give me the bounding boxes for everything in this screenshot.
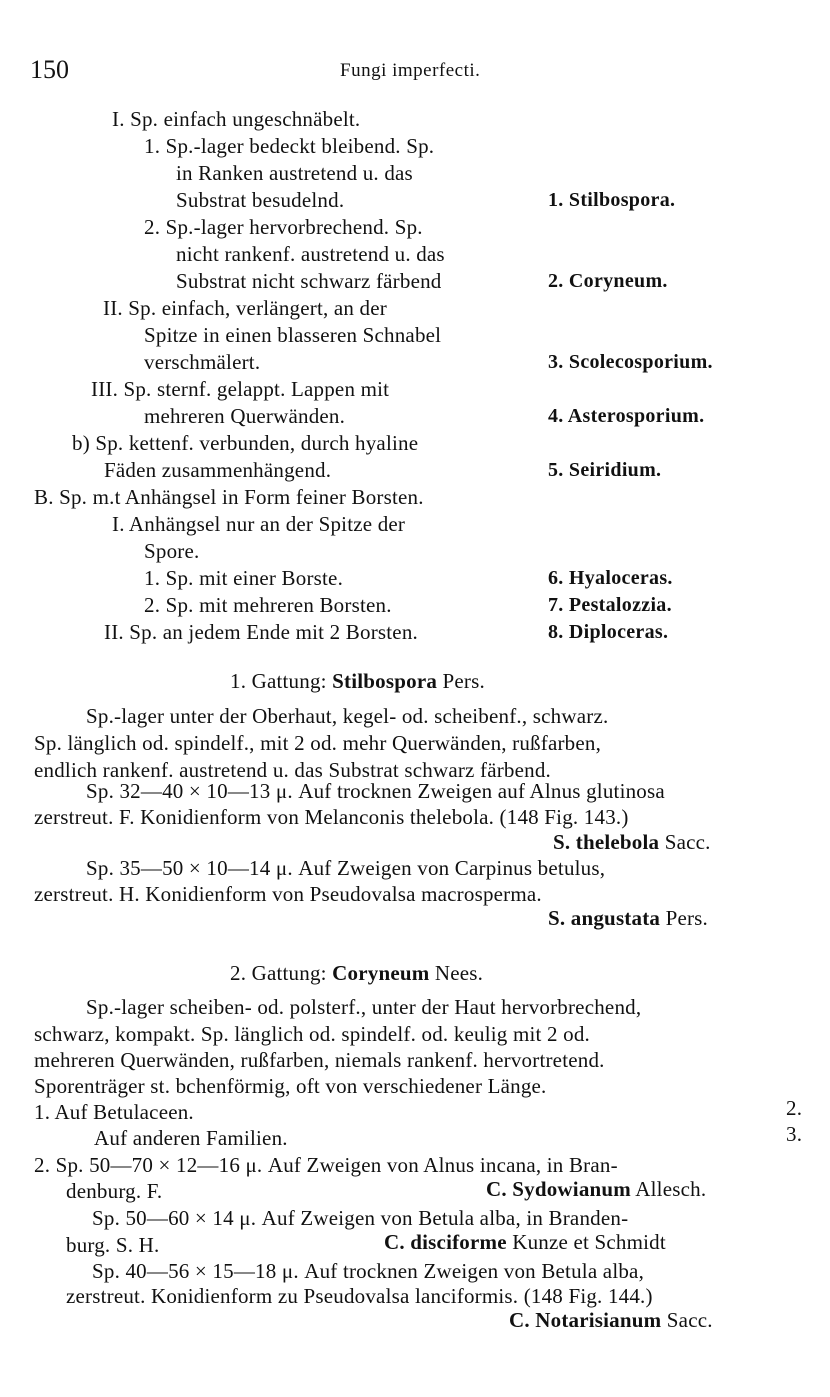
species-description-line: 2. Sp. 50—70 × 12—16 μ. Auf Zweigen von Alnus incana, in Bran-: [34, 1153, 618, 1177]
species-binomial: S. angustata: [548, 906, 661, 930]
species-name: [384, 1229, 666, 1256]
species-author: Pers.: [665, 906, 708, 930]
key-line: I. Anhängsel nur an der Spitze der: [112, 512, 406, 536]
species-description-line: Sp. 32—40 × 10—13 μ. Auf trocknen Zweigen auf Alnus glutinosa: [86, 779, 665, 803]
genus-description-line: Sp. länglich od. spindelf., mit 2 od. mehr Querwänden, rußfarben,: [34, 731, 602, 755]
page-number: 150: [30, 55, 69, 84]
genus-description-line: Sp.-lager unter der Oberhaut, kegel- od. scheibenf., schwarz.: [86, 704, 609, 728]
key-line: b) Sp. kettenf. verbunden, durch hyaline: [72, 431, 419, 455]
key-line: 1. Sp.-lager bedeckt bleibend. Sp.: [144, 134, 435, 158]
key-line: I. Sp. einfach ungeschnäbelt.: [112, 107, 361, 131]
species-binomial: C. disciforme: [384, 1230, 507, 1254]
genus-description-line: Sporenträger st. bchenförmig, oft von verschiedener Länge.: [34, 1074, 547, 1098]
key-ref: 3.: [786, 1122, 803, 1146]
genus-heading-name: Stilbospora: [332, 669, 438, 693]
key-line: Auf anderen Familien.: [94, 1126, 288, 1150]
species-author: Kunze et Schmidt: [512, 1230, 666, 1254]
species-binomial: C. Notarisianum: [509, 1308, 662, 1332]
key-result: 8. Diploceras.: [548, 621, 669, 643]
species-description-line: zerstreut. Konidienform zu Pseudovalsa lanciformis. (148 Fig. 144.): [66, 1284, 653, 1308]
genus-heading-prefix: 2. Gattung:: [230, 961, 327, 985]
key-line: B. Sp. m.t Anhängsel in Form feiner Borsten.: [34, 485, 424, 509]
key-line: verschmälert.: [144, 350, 261, 374]
species-name: [486, 1176, 706, 1203]
key-line: Substrat besudelnd.: [176, 188, 345, 212]
running-title: Fungi imperfecti.: [340, 60, 481, 81]
key-line: Spore.: [144, 539, 200, 563]
key-result: 1. Stilbospora.: [548, 189, 676, 211]
key-result: 3. Scolecosporium.: [548, 351, 713, 373]
species-name: [548, 905, 708, 932]
species-description-line: burg. S. H.: [66, 1233, 160, 1257]
key-line: II. Sp. einfach, verlängert, an der: [103, 296, 387, 320]
genus-description-line: mehreren Querwänden, rußfarben, niemals rankenf. hervortretend.: [34, 1048, 605, 1072]
key-line: Substrat nicht schwarz färbend: [176, 269, 442, 293]
key-line: 1. Sp. mit einer Borste.: [144, 566, 344, 590]
key-line: 2. Sp. mit mehreren Borsten.: [144, 593, 392, 617]
key-line: 2. Sp.-lager hervorbrechend. Sp.: [144, 215, 423, 239]
key-line: nicht rankenf. austretend u. das: [176, 242, 445, 266]
species-author: Allesch.: [635, 1177, 707, 1201]
key-line: Fäden zusammenhängend.: [104, 458, 332, 482]
species-description-line: Sp. 50—60 × 14 μ. Auf Zweigen von Betula alba, in Branden-: [92, 1206, 629, 1230]
species-author: Sacc.: [664, 830, 711, 854]
key-line: III. Sp. sternf. gelappt. Lappen mit: [91, 377, 390, 401]
genus-heading-author: Pers.: [442, 669, 485, 693]
species-description-line: Sp. 40—56 × 15—18 μ. Auf trocknen Zweigen von Betula alba,: [92, 1259, 645, 1283]
genus-heading: [230, 668, 485, 695]
species-description-line: Sp. 35—50 × 10—14 μ. Auf Zweigen von Carpinus betulus,: [86, 856, 606, 880]
species-description-line: zerstreut. H. Konidienform von Pseudovalsa macrosperma.: [34, 882, 542, 906]
genus-heading-name: Coryneum: [332, 961, 430, 985]
key-result: 2. Coryneum.: [548, 270, 668, 292]
key-ref: 2.: [786, 1096, 803, 1120]
genus-heading-prefix: 1. Gattung:: [230, 669, 327, 693]
key-line: 1. Auf Betulaceen.: [34, 1100, 194, 1124]
species-binomial: C. Sydowianum: [486, 1177, 631, 1201]
species-name: [509, 1307, 713, 1334]
species-name: [553, 829, 711, 856]
genus-heading: [230, 960, 483, 987]
key-line: in Ranken austretend u. das: [176, 161, 413, 185]
key-result: 4. Asterosporium.: [548, 405, 705, 427]
key-result: 6. Hyaloceras.: [548, 567, 673, 589]
genus-description-line: Sp.-lager scheiben- od. polsterf., unter der Haut hervorbrechend,: [86, 995, 642, 1019]
species-description-line: zerstreut. F. Konidienform von Melanconis thelebola. (148 Fig. 143.): [34, 805, 629, 829]
key-line: Spitze in einen blasseren Schnabel: [144, 323, 442, 347]
species-description-line: denburg. F.: [66, 1179, 163, 1203]
key-line: II. Sp. an jedem Ende mit 2 Borsten.: [104, 620, 418, 644]
genus-description-line: schwarz, kompakt. Sp. länglich od. spindelf. od. keulig mit 2 od.: [34, 1022, 591, 1046]
genus-description-line: endlich rankenf. austretend u. das Substrat schwarz färbend.: [34, 758, 551, 782]
species-author: Sacc.: [666, 1308, 713, 1332]
genus-heading-author: Nees.: [434, 961, 484, 985]
key-result: 7. Pestalozzia.: [548, 594, 672, 616]
key-line: mehreren Querwänden.: [144, 404, 346, 428]
species-binomial: S. thelebola: [553, 830, 660, 854]
key-result: 5. Seiridium.: [548, 459, 662, 481]
